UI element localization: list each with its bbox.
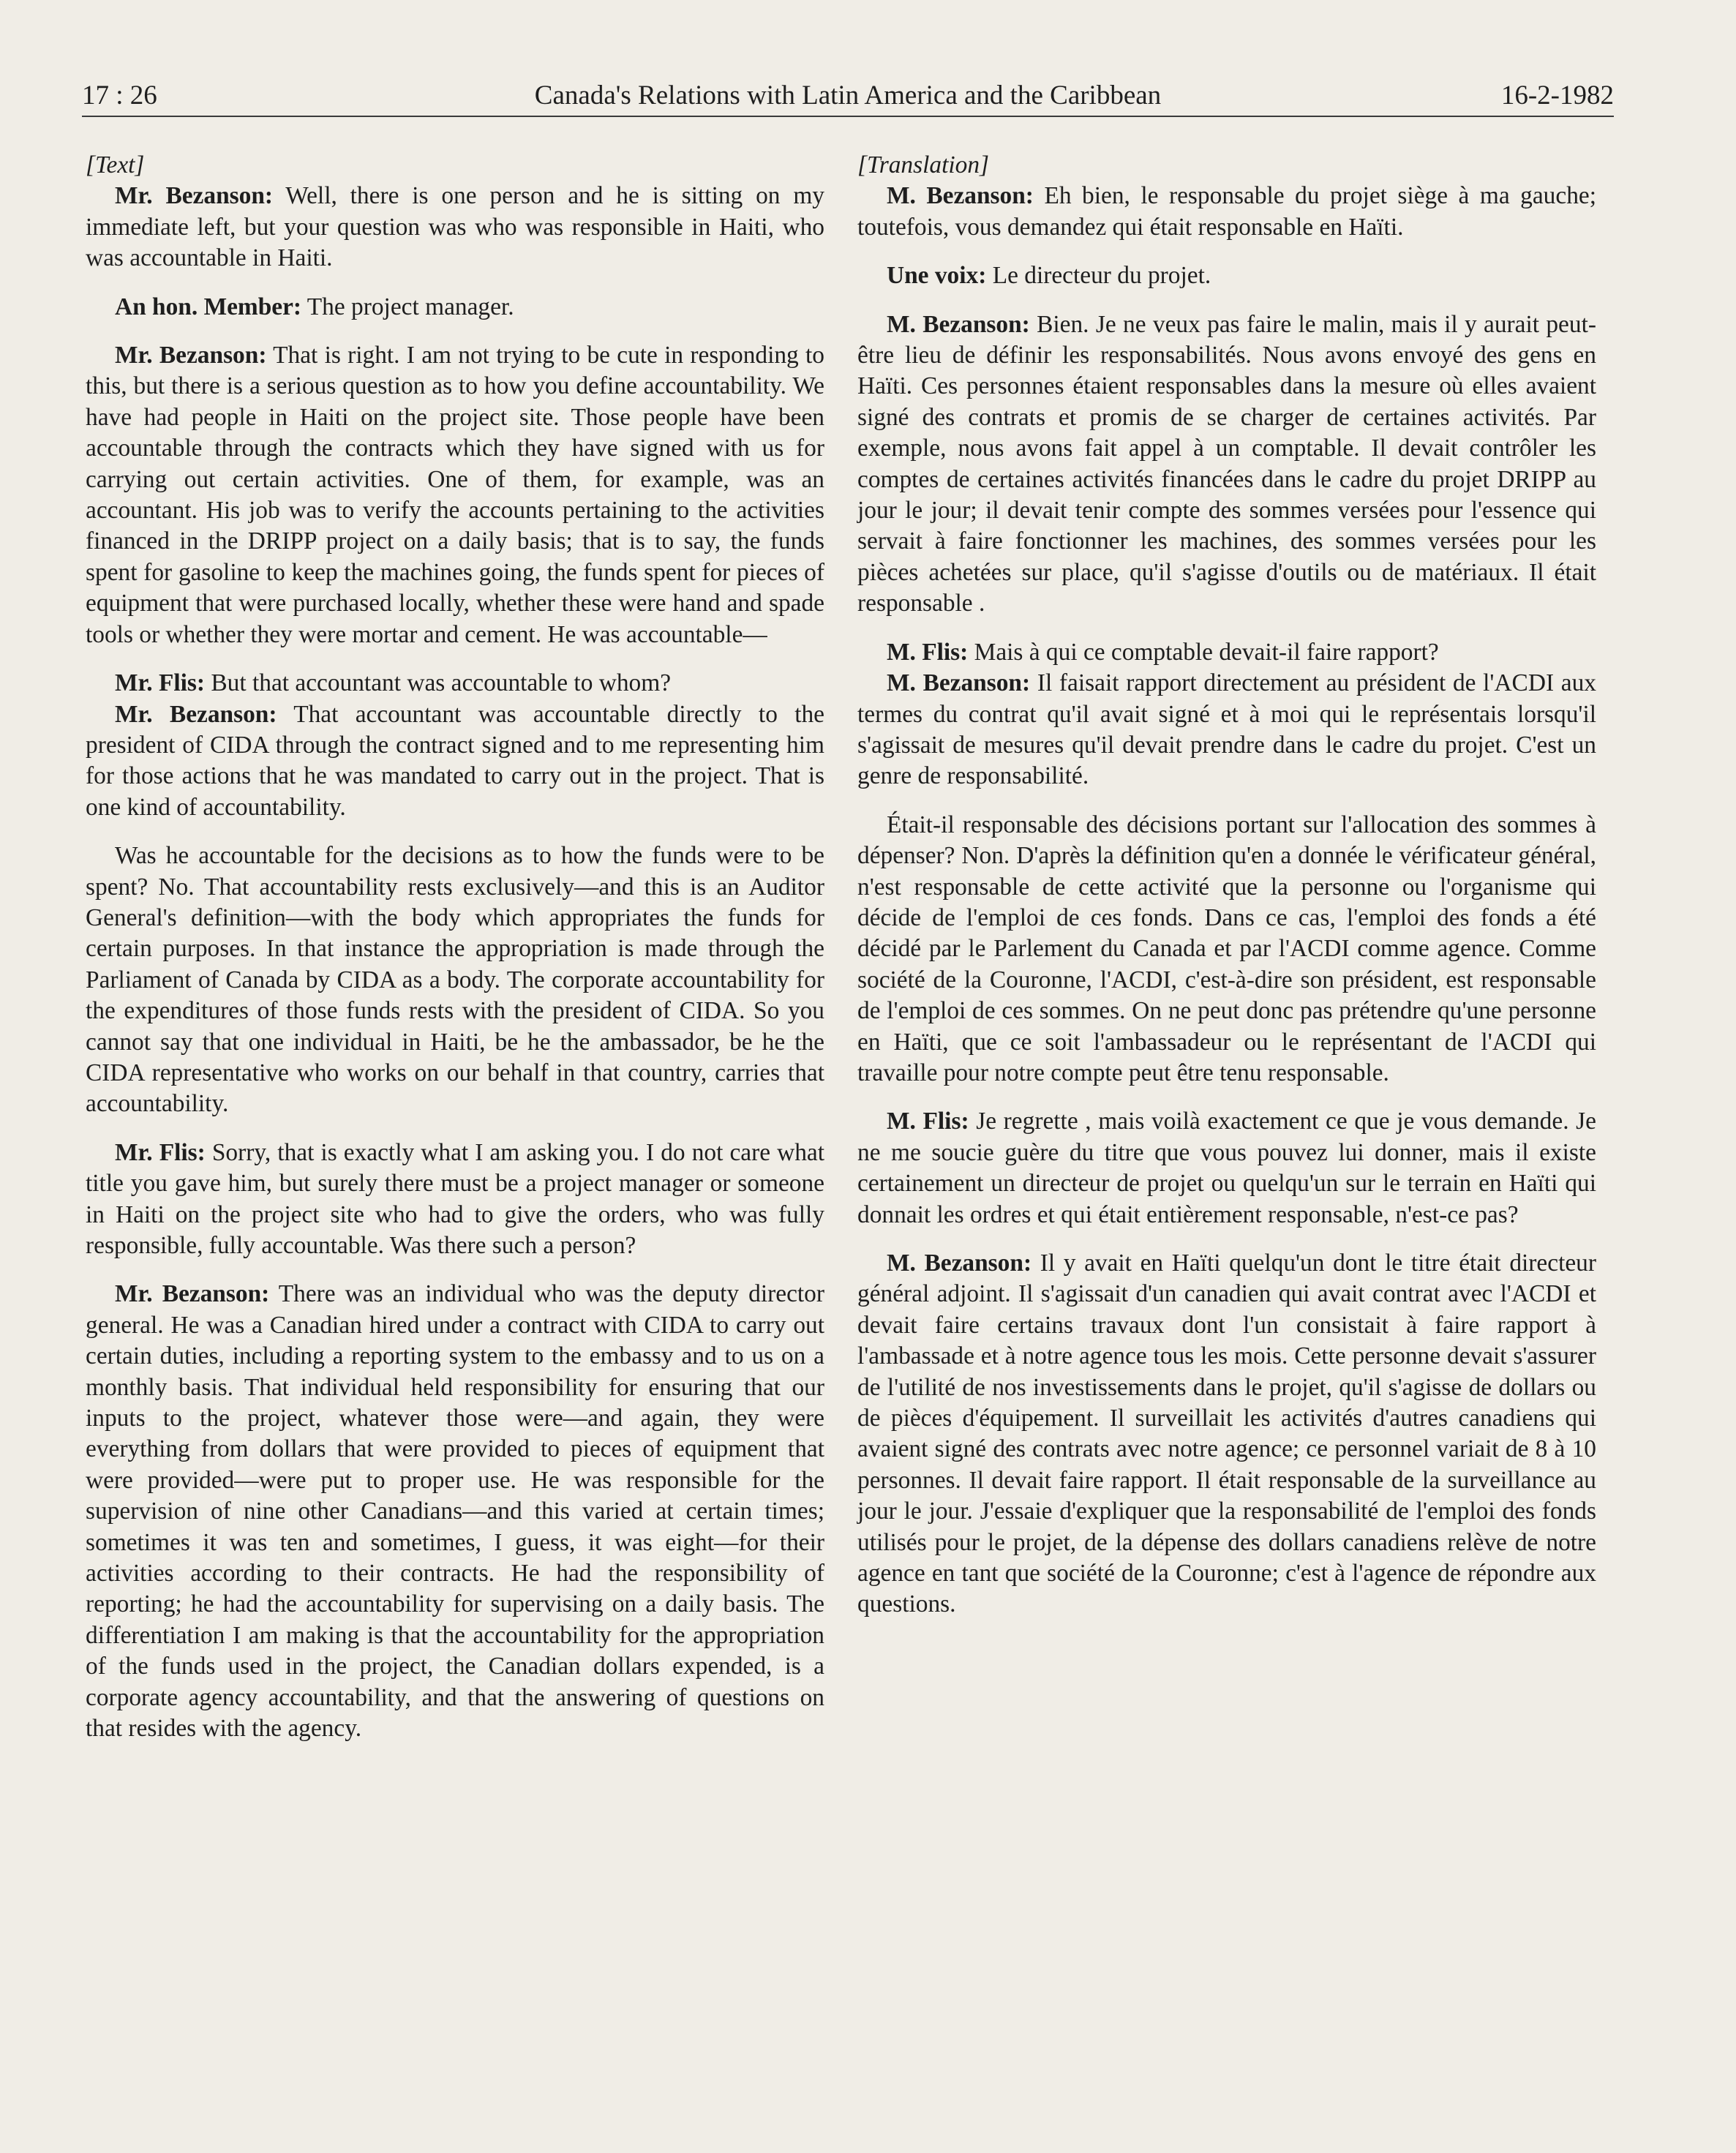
header-date: 16-2-1982 xyxy=(1500,80,1614,110)
speaker-name: Mr. Bezanson: xyxy=(115,1280,270,1308)
paragraph-text: There was an individual who was the deputy director general. He was a Canadian hired under a contract with CIDA to carry out certain duties, including a reporting system to the embassy and to us on a monthly basis. That individual held responsibility for ensuring that our inputs to the project, whatever those were—and again, they were everything from dollars that were provided to pieces of equipment that were provided—were put to proper use. He was responsible for the supervision of nine other Canadians—and this varied at certain times; sometimes it was ten and sometimes, I guess, it was eight—for their activities according to their contracts. He had the responsibility of reporting; he had the accountability for supervising on a daily basis. The differentiation I am making is that the accountability for the appropriation of the funds used in the project, the Canadian dollars expended, is a corporate agency accountability, and that the answering of questions on that resides with the agency. xyxy=(86,1280,825,1743)
paragraph xyxy=(857,668,1596,792)
page-number: 17 : 26 xyxy=(82,80,157,110)
paragraph-text: Well, there is one person and he is sitting on my immediate left, but your question was who was responsible in Haiti, who was accountable in Haiti. xyxy=(86,182,824,272)
speaker-name: M. Bezanson: xyxy=(887,310,1030,338)
paragraph xyxy=(86,841,824,1120)
paragraph-text: Le directeur du projet. xyxy=(986,262,1211,290)
paragraph xyxy=(86,668,824,699)
paragraph-text: Il y avait en Haïti quelqu'un dont le titre était directeur général adjoint. Il s'agissait d'un canadien qui avait contrat avec l'ACDI et devait faire certains travaux dont l'un consistait à faire rapport à l'ambassade et à notre agence tous les mois. Cette personne devait s'assurer de l'utilité de nos investissements dans le projet, qu'il s'agisse de dollars ou de pièces d'équipement. Il surveillait les activités d'autres canadiens qui avaient signé des contrats avec notre agence; ce personnel variait de 8 à 10 personnes. Il devait faire rapport. Il était responsable de la surveillance au jour le jour. J'essaie d'expliquer que la responsabilité de l'emploi des fonds utilisés pour le projet, de la dépense des dollars canadiens relève de notre agence en tant que société de la Couronne; c'est à l'agence de répondre aux questions. xyxy=(857,1250,1596,1618)
speaker-name: Mr. Bezanson: xyxy=(115,182,274,210)
paragraph-text: But that accountant was accountable to whom? xyxy=(205,669,672,697)
speaker-name: M. Bezanson: xyxy=(887,1250,1032,1277)
speaker-name: M. Flis: xyxy=(887,638,969,666)
speaker-name: Une voix: xyxy=(887,262,987,290)
speaker-name: Mr. Flis: xyxy=(115,669,206,697)
paragraph xyxy=(857,1248,1596,1620)
running-title: Canada's Relations with Latin America and the Caribbean xyxy=(534,80,1162,110)
speaker-name: M. Flis: xyxy=(887,1108,969,1135)
language-label: [Translation] xyxy=(857,151,990,179)
speaker-name: Mr. Bezanson: xyxy=(115,342,267,369)
paragraph-text: Il faisait rapport directement au président de l'ACDI aux termes du contrat qu'il avait signé et à moi qui le représentais lorsqu'il s'agissait de mesures qu'il devait prendre dans le cadre du projet. C'est un genre de responsabilité. xyxy=(857,669,1596,790)
paragraph xyxy=(857,260,1596,291)
paragraph xyxy=(86,181,824,274)
paragraph-text: Était-il responsable des décisions portant sur l'allocation des sommes à dépenser? Non. D'après la définition qu'en a donnée le vérificateur général, n'est responsable de cette activité que la personne ou l'organisme qui décide de l'emploi de ces fonds. Dans ce cas, l'emploi des fonds a été décidé par le Parlement du Canada et par l'ACDI comme agence. Comme société de la Couronne, l'ACDI, c'est-à-dire son président, est responsable de l'emploi de ces sommes. On ne peut donc pas prétendre qu'une personne en Haïti, que ce soit l'ambassadeur ou le représentant de l'ACDI qui travaille pour notre compte peut être tenu responsable. xyxy=(857,811,1596,1086)
paragraph xyxy=(857,181,1596,243)
language-label: [Text] xyxy=(86,151,145,179)
paragraph xyxy=(86,699,824,824)
paragraph xyxy=(86,292,824,323)
speaker-name: M. Bezanson: xyxy=(887,669,1031,697)
paragraph xyxy=(86,1138,824,1262)
paragraph-text: Bien. Je ne veux pas faire le malin, mais il y aurait peut-être lieu de définir les responsabilités. Nous avons envoyé des gens en Haïti. Ces personnes étaient responsables dans la mesure où elles avaient signé des contrats et promis de se charger de certaines activités. Par exemple, nous avons fait appel à un comptable. Il devait contrôler les comptes de certaines activités financées dans le cadre du projet DRIPP au jour le jour; il devait tenir compte des sommes versées pour l'essence qui servait à faire fonctionner les machines, des sommes versées pour les pièces achetées sur place, qu'il s'agisse d'outils ou de matériaux. Il était responsable . xyxy=(857,310,1596,617)
paragraph xyxy=(857,637,1596,668)
header-rule xyxy=(82,116,1614,117)
paragraph xyxy=(857,309,1596,620)
paragraph-text: That is right. I am not trying to be cute in responding to this, but there is a serious question as to how you define accountability. We have had people in Haiti on the project site. Those people have been accountable through the contracts which they have signed with us for carrying out certain activities. One of them, for example, was an accountant. His job was to verify the accounts pertaining to the activities financed in the DRIPP project on a daily basis; that is to say, the funds spent for gasoline to keep the machines going, the funds spent for pieces of equipment that were purchased locally, whether these were hand and spade tools or whether they were mortar and cement. He was accountable— xyxy=(86,342,824,648)
paragraph-text: Je regrette , mais voilà exactement ce que je vous demande. Je ne me soucie guère du titre que vous pouvez lui donner, mais il existe certainement un directeur de projet ou quelqu'un sur le terrain en Haïti qui donnait les ordres et qui était entièrement responsable, n'est-ce pas? xyxy=(857,1108,1596,1228)
french-column xyxy=(857,150,1596,1620)
paragraph xyxy=(86,1279,824,1744)
paragraph-text: That accountant was accountable directly to the president of CIDA through the contract signed and to me representing him for those actions that he was mandated to carry out in the project. That is one kind of accountability. xyxy=(86,700,825,821)
paragraph xyxy=(857,1106,1596,1230)
paragraph-text: The project manager. xyxy=(301,293,514,320)
paragraph xyxy=(86,340,824,650)
page-header xyxy=(82,79,1614,113)
speaker-name: Mr. Bezanson: xyxy=(115,700,277,728)
paragraph-text: Mais à qui ce comptable devait-il faire rapport? xyxy=(968,638,1439,666)
paragraph-text: Eh bien, le responsable du projet siège à ma gauche; toutefois, vous demandez qui était responsable en Haïti. xyxy=(857,182,1596,241)
speaker-name: Mr. Flis: xyxy=(115,1138,206,1166)
paragraph-text: Was he accountable for the decisions as to how the funds were to be spent? No. That accountability rests exclusively—and this is an Auditor General's definition—with the body which appropriates the funds for certain purposes. In that instance the appropriation is made through the Parliament of Canada by CIDA as a body. The corporate accountability for the expenditures of those funds rests with the president of CIDA. So you cannot say that one individual in Haiti, be he the ambassador, be he the CIDA representative who works on our behalf in that country, carries that accountability. xyxy=(86,842,824,1118)
paragraph xyxy=(857,810,1596,1089)
paragraph-text: Sorry, that is exactly what I am asking you. I do not care what title you gave him, but surely there must be a project manager or someone in Haiti on the project site who had to give the orders, who was fully responsible, fully accountable. Was there such a person? xyxy=(86,1138,825,1259)
speaker-name: An hon. Member: xyxy=(115,293,302,320)
english-column xyxy=(86,150,824,1745)
speaker-name: M. Bezanson: xyxy=(887,182,1034,210)
